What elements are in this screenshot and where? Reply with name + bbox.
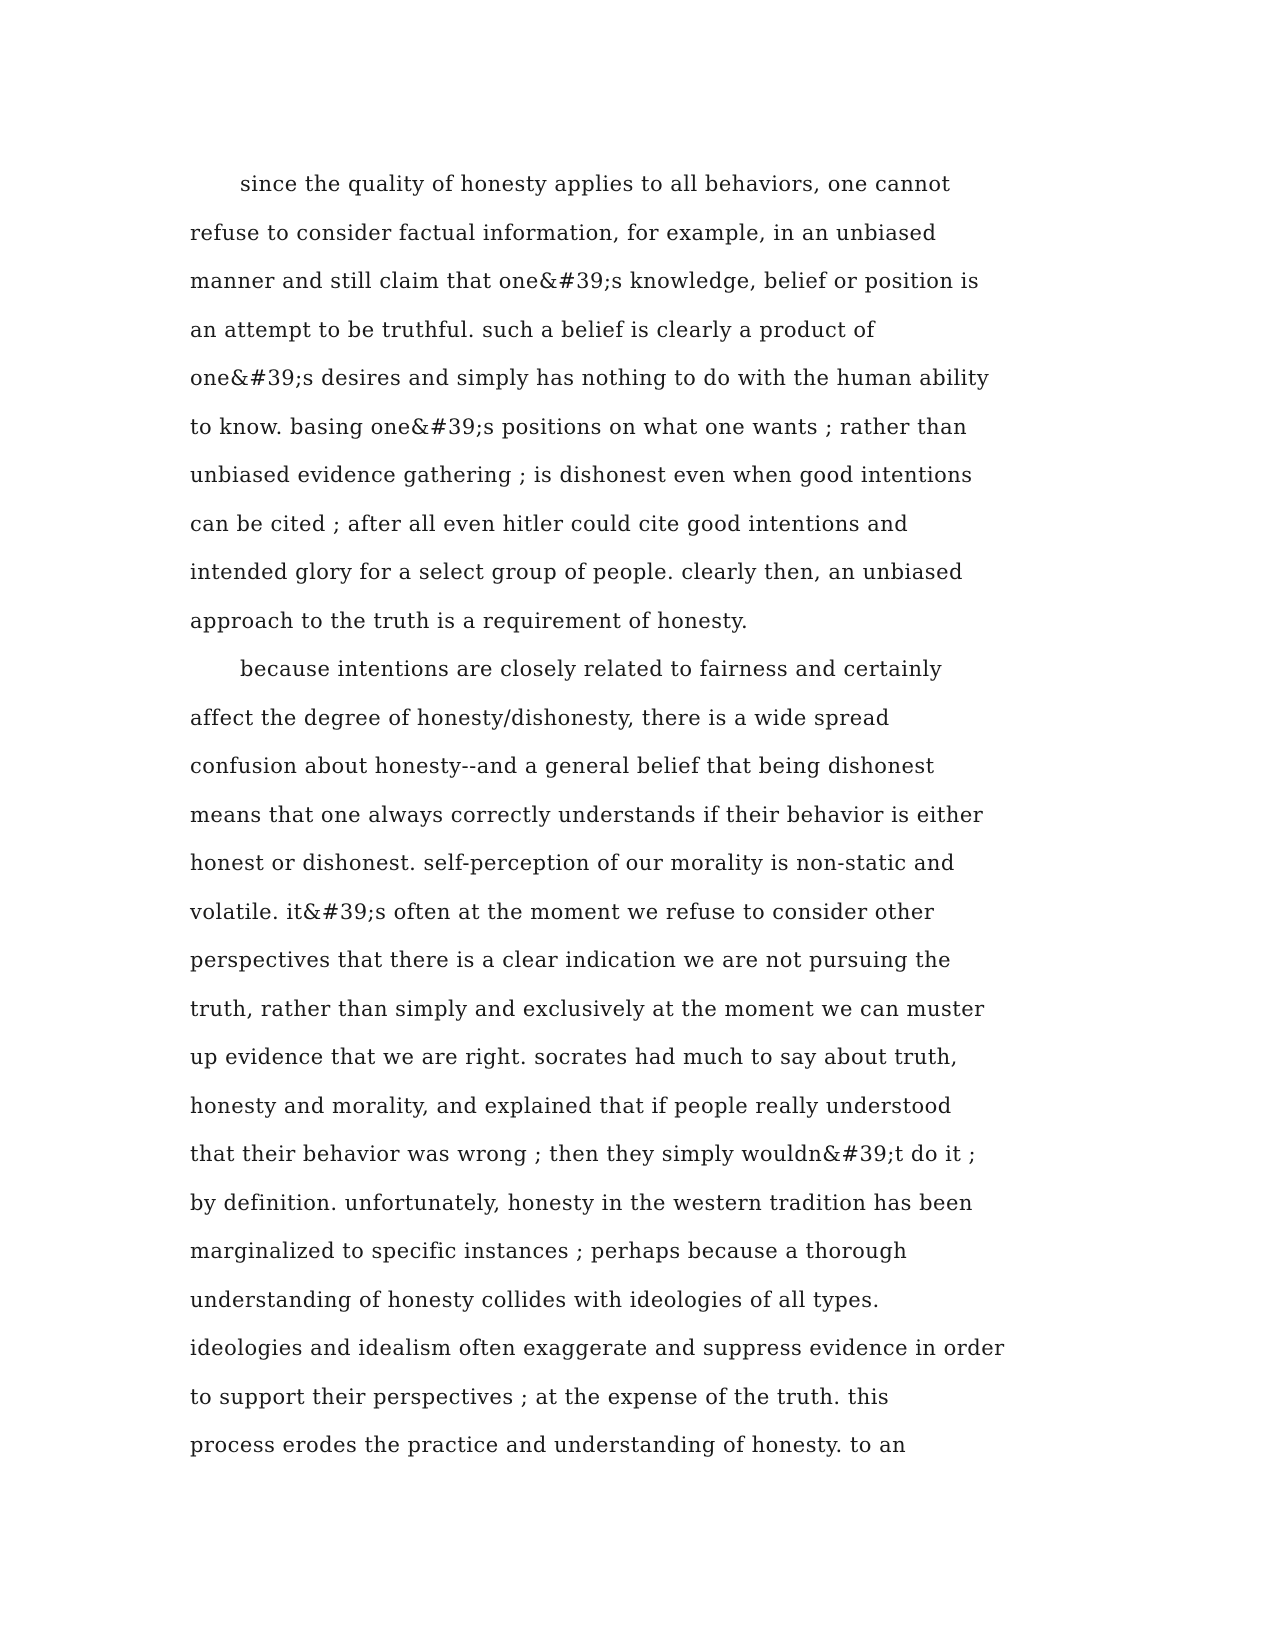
text-line: understanding of honesty collides with ideologies of all types.	[190, 1287, 880, 1312]
text-line: manner and still claim that one&#39;s knowledge, belief or position is	[190, 269, 980, 293]
text-line: by definition. unfortunately, honesty in the western tradition has been	[190, 1190, 973, 1215]
body-text	[190, 160, 1090, 1470]
text-line: marginalized to specific instances ; perhaps because a thorough	[190, 1239, 908, 1263]
text-line: affect the degree of honesty/dishonesty, there is a wide spread	[190, 705, 890, 730]
text-line: intended glory for a select group of people. clearly then, an unbiased	[190, 560, 963, 584]
text-line: honest or dishonest. self-perception of our morality is non-static and	[190, 851, 955, 875]
text-line: can be cited ; after all even hitler could cite good intentions and	[190, 511, 909, 536]
text-line: since the quality of honesty applies to all behaviors, one cannot	[240, 172, 951, 196]
text-line: confusion about honesty--and a general belief that being dishonest	[190, 754, 935, 778]
text-line: to support their perspectives ; at the expense of the truth. this	[190, 1384, 890, 1409]
text-line: refuse to consider factual information, for example, in an unbiased	[190, 220, 937, 245]
paragraph-2	[190, 645, 1090, 1470]
text-line: volatile. it&#39;s often at the moment we refuse to consider other	[190, 899, 935, 924]
text-line: means that one always correctly understands if their behavior is either	[190, 802, 984, 827]
text-line: one&#39;s desires and simply has nothing to do with the human ability	[190, 366, 990, 390]
text-line: truth, rather than simply and exclusively at the moment we can muster	[190, 996, 985, 1021]
text-line: perspectives that there is a clear indication we are not pursuing the	[190, 948, 952, 972]
text-line: process erodes the practice and understanding of honesty. to an	[190, 1433, 907, 1457]
text-line: honesty and morality, and explained that if people really understood	[190, 1093, 952, 1118]
text-line: to know. basing one&#39;s positions on what one wants ; rather than	[190, 414, 968, 439]
text-line: up evidence that we are right. socrates had much to say about truth,	[190, 1045, 958, 1069]
text-line: because intentions are closely related to fairness and certainly	[240, 657, 943, 681]
text-line: approach to the truth is a requirement of honesty.	[190, 608, 749, 633]
text-line: an attempt to be truthful. such a belief is clearly a product of	[190, 317, 875, 342]
text-line: that their behavior was wrong ; then they simply wouldn&#39;t do it ;	[190, 1142, 977, 1166]
text-line: unbiased evidence gathering ; is dishonest even when good intentions	[190, 463, 973, 487]
text-line: ideologies and idealism often exaggerate and suppress evidence in order	[190, 1336, 1005, 1360]
paragraph-1	[190, 160, 1090, 645]
